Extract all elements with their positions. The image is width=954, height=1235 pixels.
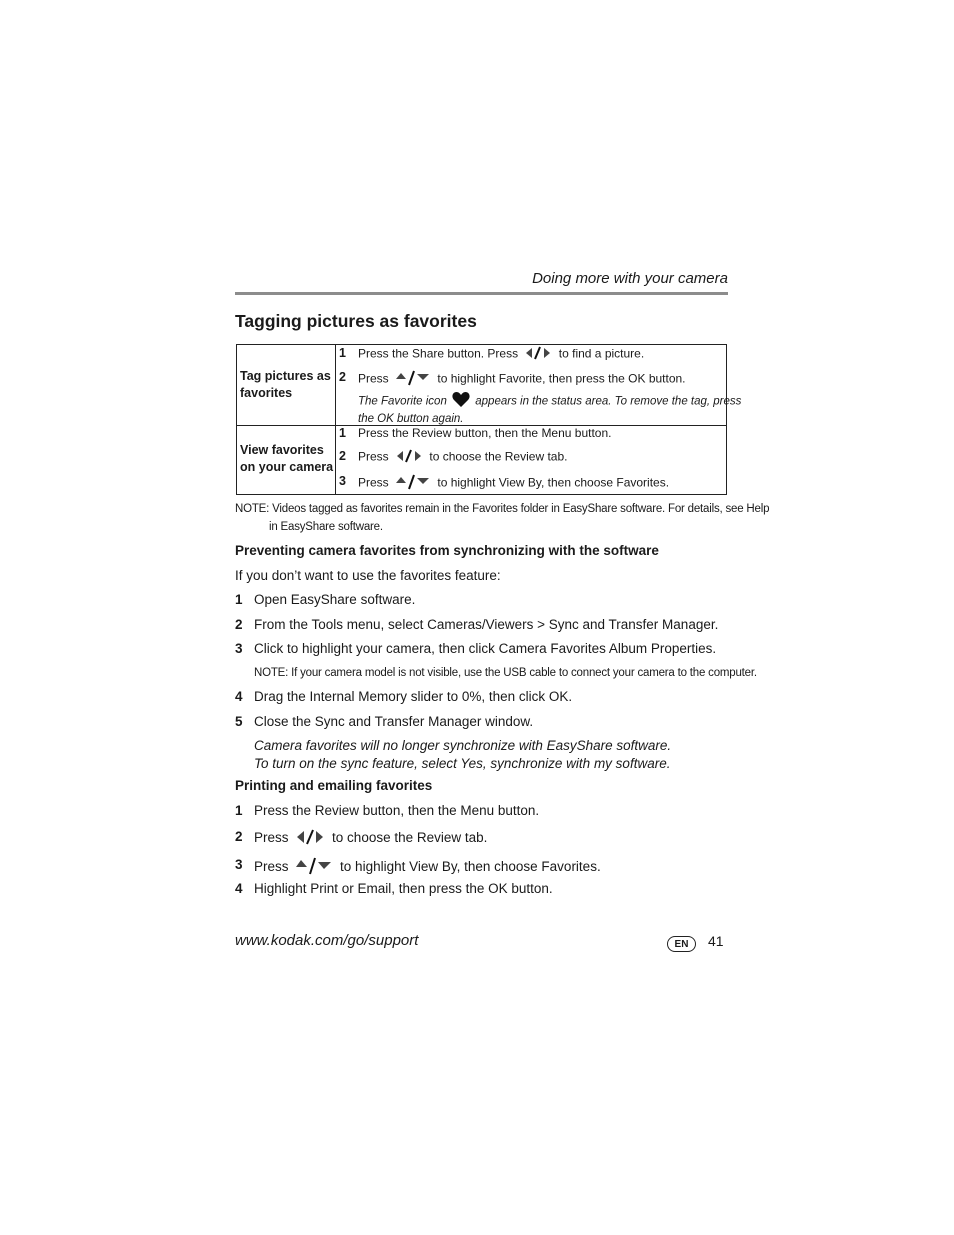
preventing-sync-heading: Preventing camera favorites from synchronizing with the software xyxy=(235,543,659,558)
step-number: 2 xyxy=(339,370,346,384)
language-badge: EN xyxy=(667,936,696,952)
running-header: Doing more with your camera xyxy=(532,270,728,287)
favorite-icon-note: The Favorite icon appears in the status area. To remove the tag, press the OK button again. xyxy=(358,391,741,426)
heart-icon xyxy=(452,391,470,412)
sync-italic-note: Camera favorites will no longer synchronize with EasyShare software. To turn on the sync feature, select Yes, synchronize with my software. xyxy=(254,738,672,771)
section-title: Tagging pictures as favorites xyxy=(235,311,477,331)
step-number: 1 xyxy=(339,426,346,440)
up-down-arrows-icon xyxy=(395,370,431,389)
left-right-arrows-icon xyxy=(525,346,551,363)
step-number: 2 xyxy=(339,449,346,463)
up-down-arrows-icon xyxy=(395,474,431,493)
preventing-sync-intro: If you don’t want to use the favorites feature: xyxy=(235,568,501,583)
videos-note: NOTE: Videos tagged as favorites remain in the Favorites folder in EasyShare software. For details, see Help in EasyShare software. xyxy=(235,503,770,533)
row-label-view: View favorites on your camera xyxy=(240,443,334,474)
support-url: www.kodak.com/go/support xyxy=(235,932,419,949)
step-number: 3 xyxy=(339,474,346,488)
left-right-arrows-icon xyxy=(396,449,422,466)
step-number: 1 xyxy=(339,346,346,360)
up-down-arrows-icon xyxy=(295,857,333,878)
camera-model-note: NOTE: If your camera model is not visible, use the USB cable to connect your camera to the computer. xyxy=(254,667,757,679)
page-number: 41 xyxy=(708,933,724,949)
header-rule xyxy=(235,292,728,295)
printing-heading: Printing and emailing favorites xyxy=(235,778,433,793)
table-column-divider xyxy=(335,345,336,494)
row-label-tag: Tag pictures as favorites xyxy=(240,369,331,400)
left-right-arrows-icon xyxy=(296,829,324,848)
favorites-table: Tag pictures as favorites 1 Press the Share button. Press to find a picture. 2 Press to highlight Favorite, then press the OK button. The Favorite icon appears in the status area. To remove the tag, press the OK button again. View favorites on your camera 1 Press the Review button, then the Menu button. 2 Press to choose the Review tab. 3 Press to highlight View By, then choose Favorites. xyxy=(236,344,727,495)
